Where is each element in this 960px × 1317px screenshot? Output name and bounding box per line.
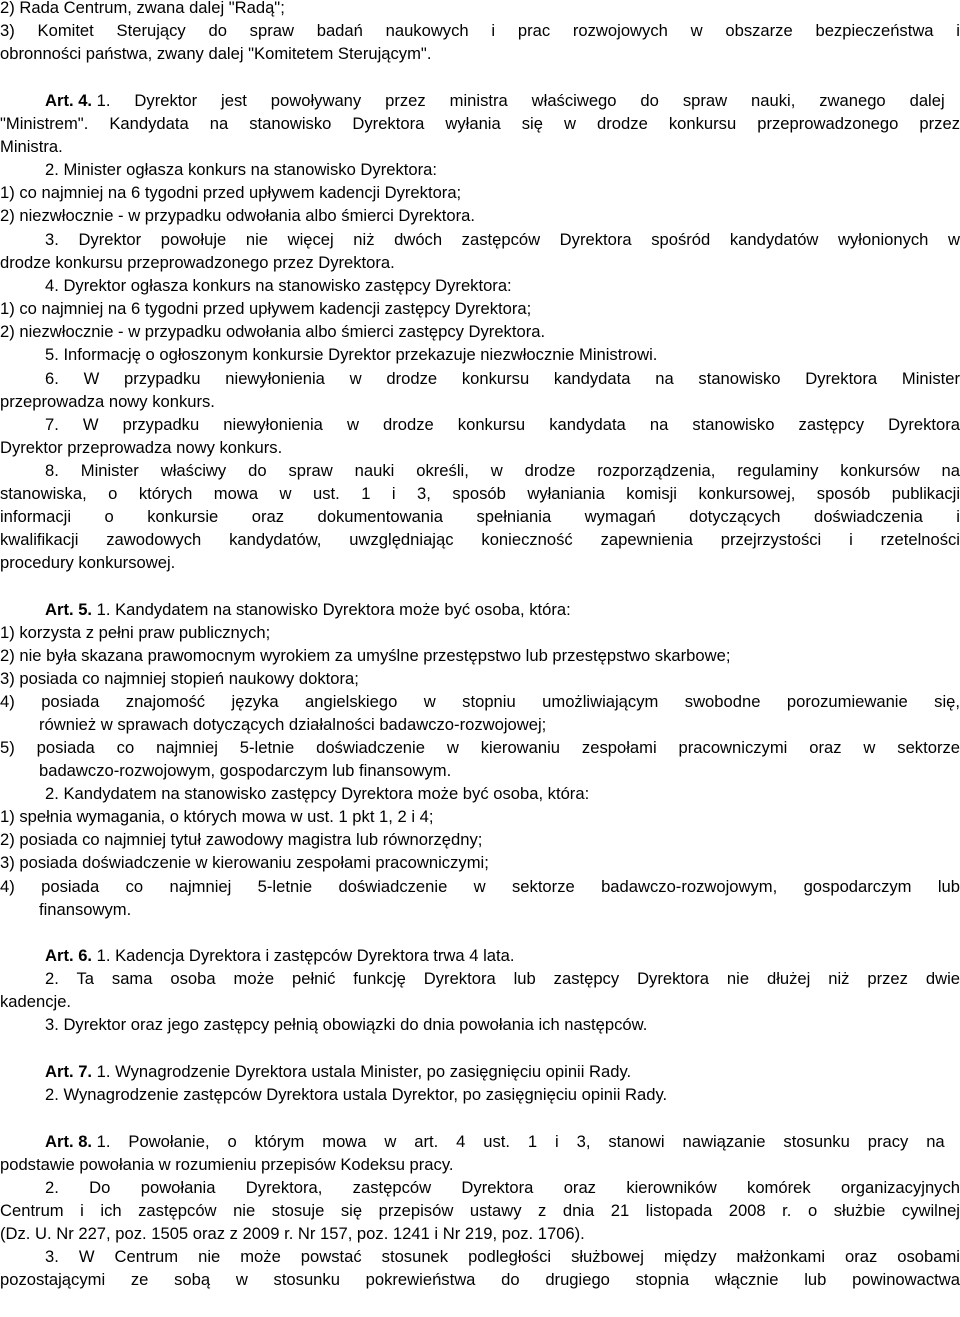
text-line: 8. Minister właściwy do spraw nauki określi, w drodze rozporządzenia, regulaminy konkursów na: [45, 461, 960, 480]
list-item: 2) niezwłocznie - w przypadku odwołania albo śmierci Dyrektora.: [0, 206, 475, 225]
list-item: 4) posiada co najmniej 5-letnie doświadczenie w sektorze badawczo-rozwojowym, gospodarczym lub: [0, 877, 960, 896]
paragraph-text: 1. Powołanie, o którym mowa w art. 4 ust. 1 i 3, stanowi nawiązanie stosunku pracy na: [96, 1132, 945, 1151]
article-5-first-paragraph: [0, 598, 960, 621]
article-8-first-paragraph: [0, 1130, 960, 1153]
text-line: podstawie powołania w rozumieniu przepisów Kodeksu pracy.: [0, 1155, 454, 1174]
text-line: pozostającymi ze sobą w stosunku pokrewieństwa do drugiego stopnia włącznie lub powinowactwa: [0, 1270, 960, 1289]
list-item: 2) posiada co najmniej tytuł zawodowy magistra lub równorzędny;: [0, 830, 483, 849]
paragraph-text: 1. Kandydatem na stanowisko Dyrektora może być osoba, która:: [96, 600, 571, 619]
text-line: 2. Kandydatem na stanowisko zastępcy Dyrektora może być osoba, która:: [45, 784, 590, 803]
text-line: kwalifikacji zawodowych kandydatów, uwzględniając konieczność zapewnienia przejrzystości i rzetelności: [0, 530, 960, 549]
text-line: 5. Informację o ogłoszonym konkursie Dyrektor przekazuje niezwłocznie Ministrowi.: [45, 345, 658, 364]
text-line: procedury konkursowej.: [0, 553, 176, 572]
article-heading: Art. 5.: [45, 600, 93, 619]
paragraph-text: 1. Wynagrodzenie Dyrektora ustala Minister, po zasięgnięciu opinii Rady.: [96, 1062, 632, 1081]
paragraph-text: 1. Kadencja Dyrektora i zastępców Dyrektora trwa 4 lata.: [96, 946, 515, 965]
list-item: 4) posiada znajomość języka angielskiego w stopniu umożliwiającym swobodne porozumiewanie się,: [0, 692, 960, 711]
text-line: 3. Dyrektor powołuje nie więcej niż dwóch zastępców Dyrektora spośród kandydatów wyłonionych w: [45, 230, 960, 249]
text-line: 6. W przypadku niewyłonienia w drodze konkursu kandydata na stanowisko Dyrektora Minister: [45, 369, 960, 388]
list-item: 1) co najmniej na 6 tygodni przed upływem kadencji Dyrektora;: [0, 183, 462, 202]
text-line: informacji o konkursie oraz dokumentowania spełniania wymagań dotyczących doświadczenia i: [0, 507, 960, 526]
list-item: 3) posiada doświadczenie w kierowaniu zespołami pracowniczymi;: [0, 853, 489, 872]
text-line: Ministra.: [0, 137, 63, 156]
text-line: 2. Do powołania Dyrektora, zastępców Dyrektora oraz kierowników komórek organizacyjnych: [45, 1178, 960, 1197]
text-line: 3) Komitet Sterujący do spraw badań naukowych i prac rozwojowych w obszarze bezpieczeństwa i: [0, 21, 960, 40]
text-line: (Dz. U. Nr 227, poz. 1505 oraz z 2009 r. Nr 157, poz. 1241 i Nr 219, poz. 1706).: [0, 1224, 585, 1243]
list-item: 1) korzysta z pełni praw publicznych;: [0, 623, 271, 642]
list-item-continuation: finansowym.: [39, 900, 132, 919]
list-item: 1) co najmniej na 6 tygodni przed upływem kadencji zastępcy Dyrektora;: [0, 299, 532, 318]
text-line: 7. W przypadku niewyłonienia w drodze konkursu kandydata na stanowisko zastępcy Dyrektora: [45, 415, 960, 434]
text-line: 4. Dyrektor ogłasza konkurs na stanowisko zastępcy Dyrektora:: [45, 276, 512, 295]
article-heading: Art. 6.: [45, 946, 93, 965]
text-line: 3. Dyrektor oraz jego zastępcy pełnią obowiązki do dnia powołania ich następców.: [45, 1015, 648, 1034]
text-line: 2. Ta sama osoba może pełnić funkcję Dyrektora lub zastępcy Dyrektora nie dłużej niż przez dwie: [45, 969, 960, 988]
list-item: 5) posiada co najmniej 5-letnie doświadczenie w kierowaniu zespołami pracowniczymi oraz w sektorze: [0, 738, 960, 757]
text-line: 2) Rada Centrum, zwana dalej "Radą";: [0, 0, 285, 17]
article-7-first-paragraph: [0, 1060, 960, 1083]
text-line: kadencje.: [0, 992, 72, 1011]
text-line: obronności państwa, zwany dalej "Komitetem Sterującym".: [0, 44, 432, 63]
list-item: 1) spełnia wymagania, o których mowa w ust. 1 pkt 1, 2 i 4;: [0, 807, 434, 826]
text-line: 2. Wynagrodzenie zastępców Dyrektora ustala Dyrektor, po zasięgnięciu opinii Rady.: [45, 1085, 668, 1104]
list-item: 2) niezwłocznie - w przypadku odwołania albo śmierci zastępcy Dyrektora.: [0, 322, 546, 341]
text-line: "Ministrem". Kandydata na stanowisko Dyrektora wyłania się w drodze konkursu przeprowadzonego przez: [0, 114, 960, 133]
text-line: Dyrektor przeprowadza nowy konkurs.: [0, 438, 283, 457]
article-heading: Art. 8.: [45, 1132, 93, 1151]
article-6-first-paragraph: [0, 944, 960, 967]
list-item: 3) posiada co najmniej stopień naukowy doktora;: [0, 669, 359, 688]
text-line: Centrum i ich zastępców nie stosuje się przepisów ustawy z dnia 21 listopada 2008 r. o służbie cywilnej: [0, 1201, 960, 1220]
text-line: 3. W Centrum nie może powstać stosunek podległości służbowej między małżonkami oraz osobami: [45, 1247, 960, 1266]
text-line: drodze konkursu przeprowadzonego przez Dyrektora.: [0, 253, 395, 272]
text-line: stanowiska, o których mowa w ust. 1 i 3, sposób wyłaniania komisji konkursowej, sposób publikacji: [0, 484, 960, 503]
list-item: 2) nie była skazana prawomocnym wyrokiem za umyślne przestępstwo lub przestępstwo skarbowe;: [0, 646, 731, 665]
list-item-continuation: również w sprawach dotyczących działalności badawczo-rozwojowej;: [39, 715, 547, 734]
text-line: 2. Minister ogłasza konkurs na stanowisko Dyrektora:: [45, 160, 437, 179]
text-line: przeprowadza nowy konkurs.: [0, 392, 215, 411]
paragraph-text: 1. Dyrektor jest powoływany przez ministra właściwego do spraw nauki, zwanego dalej: [96, 91, 945, 110]
article-heading: Art. 4.: [45, 91, 93, 110]
article-4-first-paragraph: [0, 89, 960, 112]
list-item-continuation: badawczo-rozwojowym, gospodarczym lub finansowym.: [39, 761, 452, 780]
article-heading: Art. 7.: [45, 1062, 93, 1081]
